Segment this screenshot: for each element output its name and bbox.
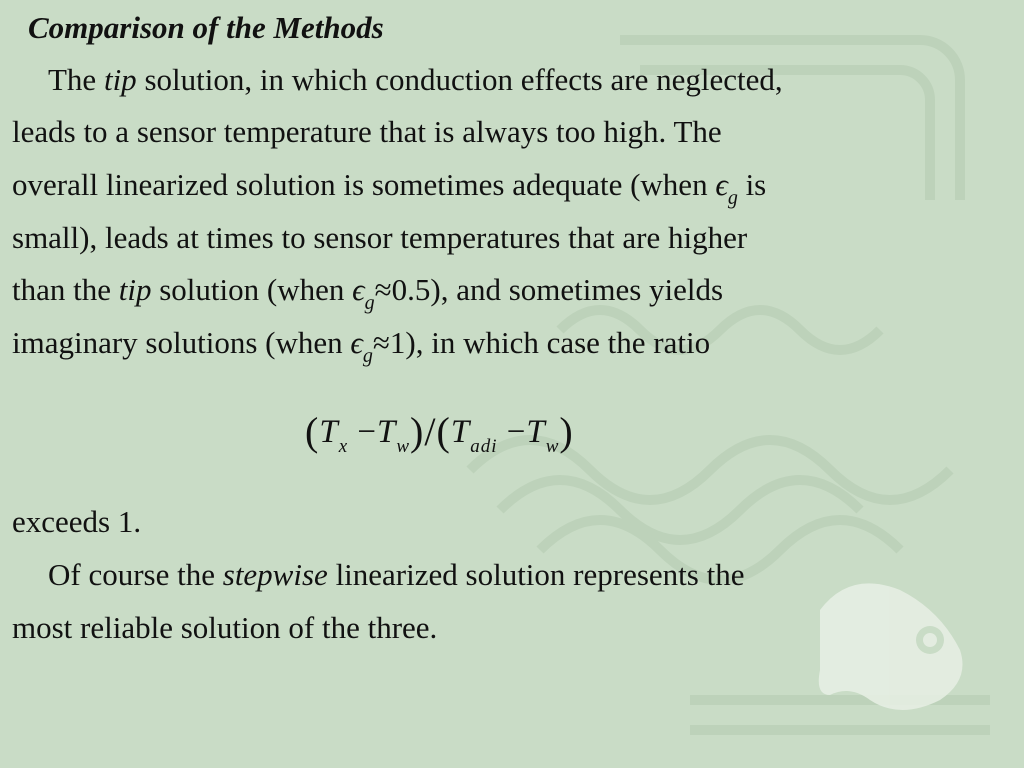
- paragraph-1-line-5: than the tip solution (when $\epsilon_g\approx 0.5$), and sometimes yields: [12, 272, 724, 314]
- paragraph-1-line-1: The tip solution, in which conduction effects are neglected,: [48, 62, 783, 97]
- slide-title: Comparison of the Methods: [28, 10, 384, 45]
- paragraph-1-line-6: imaginary solutions (when $\epsilon_g\approx 1$), in which case the ratio: [12, 325, 711, 367]
- paragraph-3-line-1: Of course the stepwise linearized solution represents the: [48, 557, 745, 592]
- paragraph-1-line-2: leads to a sensor temperature that is always too high. The: [12, 114, 722, 149]
- paragraph-1-line-4: small), leads at times to sensor temperatures that are higher: [12, 220, 748, 255]
- paragraph-1-line-3: overall linearized solution is sometimes adequate (when $\epsilon_g$ is: [12, 167, 767, 209]
- ratio-equation: $(T_x -T_w)/(T_{adi} -T_w)$: [305, 409, 574, 457]
- paragraph-3-line-2: most reliable solution of the three.: [12, 610, 438, 645]
- paragraph-2: exceeds 1.: [12, 504, 142, 539]
